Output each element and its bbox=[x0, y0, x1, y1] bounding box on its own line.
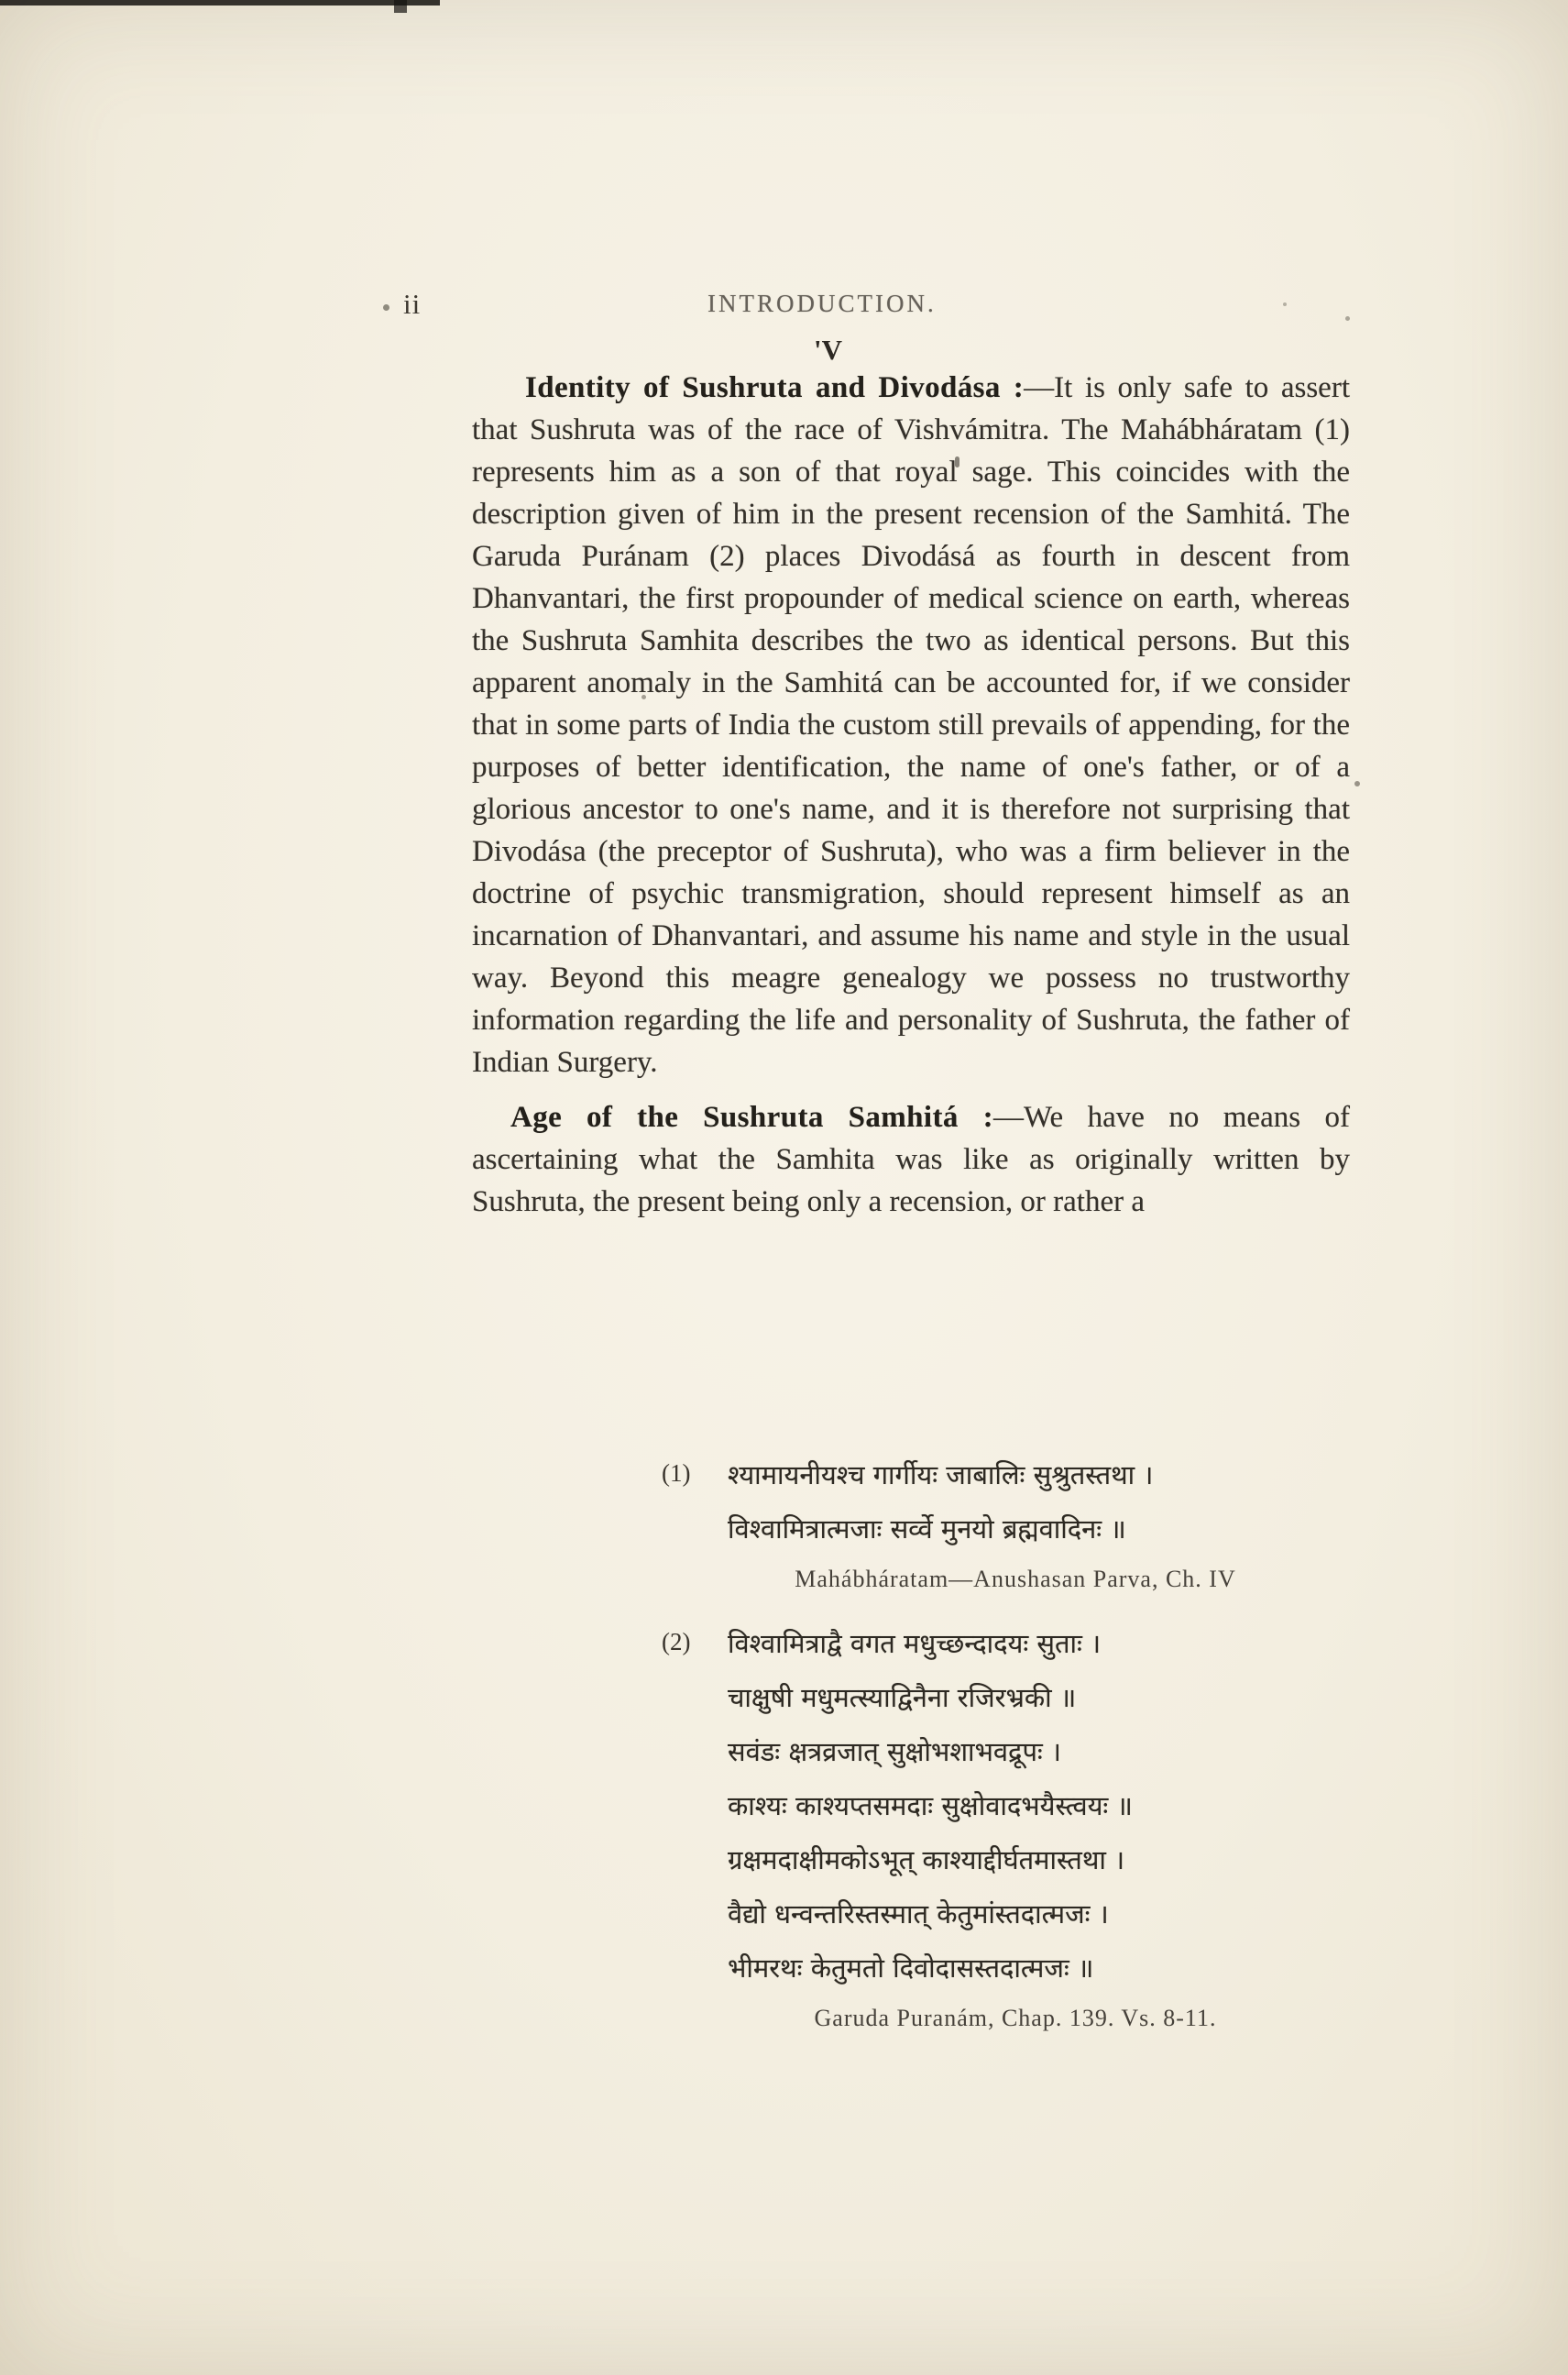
sanskrit-verse-line: विश्वामित्राद्वै वगत मधुच्छन्दादयः सुताः । bbox=[728, 1628, 1102, 1659]
scan-artifact-mark: 'V bbox=[814, 334, 842, 366]
sanskrit-verse-line: भीमरथः केतुमतो दिवोदासस्तदात्मजः ॥ bbox=[728, 1952, 1094, 1984]
paragraph-age-of-samhita bbox=[472, 1096, 1350, 1223]
sanskrit-verse-line: ग्रक्षमदाक्षीमकोऽभूत् काश्याद्दीर्घतमास्तथा । bbox=[728, 1844, 1125, 1875]
footnote-attribution: Mahábháratam—Anushasan Parva, Ch. IV bbox=[795, 1566, 1236, 1592]
scan-speck bbox=[1345, 316, 1350, 321]
paragraph-text-age: —We have no means of ascertaining what the Samhita was like as originally written by Sushruta, the present being only a recension, or rather a bbox=[472, 1101, 1350, 1218]
scan-speck bbox=[1354, 781, 1360, 786]
paragraph-text-identity: —It is only safe to assert that Sushruta was of the race of Vishvámitra. The Mahábháratam (1) represents him as a son of that royal sage. This coincides with the description given of him in the present recension of the Samhitá. The Garuda Puránam (2) places Divodásá as fourth in descent from Dhanvantari, the first propounder of medical science on earth, whereas the Sushruta Samhita describes the two as identical persons. But this apparent anomaly in the Samhitá can be accounted for, if we consider that in some parts of India the custom still prevails of appending, for the purposes of better identification, the name of one's father, or of a glorious ancestor to one's name, and it is therefore not surprising that Divodása (the preceptor of Sushruta), who was a firm believer in the doctrine of psychic transmigration, should represent himself as an incarnation of Dhanvantari, and assume his name and style in the usual way. Beyond this meagre genealogy we possess no trustworthy information regarding the life and personality of Sushruta, the father of Indian Surgery. bbox=[472, 371, 1350, 1079]
page-body bbox=[472, 367, 1350, 1223]
paragraph-identity-of-sushruta bbox=[472, 367, 1350, 1083]
footnote-2 bbox=[662, 1617, 1303, 2032]
scan-speck bbox=[383, 304, 389, 311]
sanskrit-verse-line: श्यामायनीयश्च गार्गीयः जाबालिः सुश्रुतस्तथा । bbox=[728, 1459, 1154, 1490]
footnote-marker: (2) bbox=[662, 1628, 691, 1655]
scan-speck bbox=[1283, 302, 1287, 306]
scan-edge-artifact bbox=[394, 0, 407, 13]
footnote-1 bbox=[662, 1448, 1303, 1593]
sanskrit-verse-line: चाक्षुषी मधुमत्स्याद्विनैना रजिरभ्रकी ॥ bbox=[728, 1682, 1077, 1713]
sanskrit-verse-line: विश्वामित्रात्मजाः सर्व्वे मुनयो ब्रह्मवादिनः ॥ bbox=[728, 1513, 1126, 1545]
sanskrit-verse-line: काश्यः काश्यप्तसमदाः सुक्षोवादभयैस्त्वयः ॥ bbox=[728, 1790, 1133, 1821]
footnote-marker: (1) bbox=[662, 1459, 691, 1487]
scan-edge-artifact bbox=[0, 0, 440, 5]
footnotes-section bbox=[662, 1448, 1303, 2038]
footnote-attribution: Garuda Puranám, Chap. 139. Vs. 8-11. bbox=[814, 2005, 1217, 2031]
paragraph-lead-age: Age of the Sushruta Samhitá : bbox=[510, 1101, 993, 1134]
paragraph-lead-identity: Identity of Sushruta and Divodása : bbox=[525, 371, 1025, 404]
running-title: INTRODUCTION. bbox=[707, 290, 937, 317]
page-number: ii bbox=[403, 288, 422, 320]
sanskrit-verse-line: वैद्यो धन्वन्तरिस्तस्मात् केतुमांस्तदात्मजः । bbox=[728, 1898, 1109, 1930]
sanskrit-verse-line: सवंडः क्षत्रव्रजात् सुक्षोभशाभवद्रूपः । bbox=[728, 1736, 1061, 1767]
